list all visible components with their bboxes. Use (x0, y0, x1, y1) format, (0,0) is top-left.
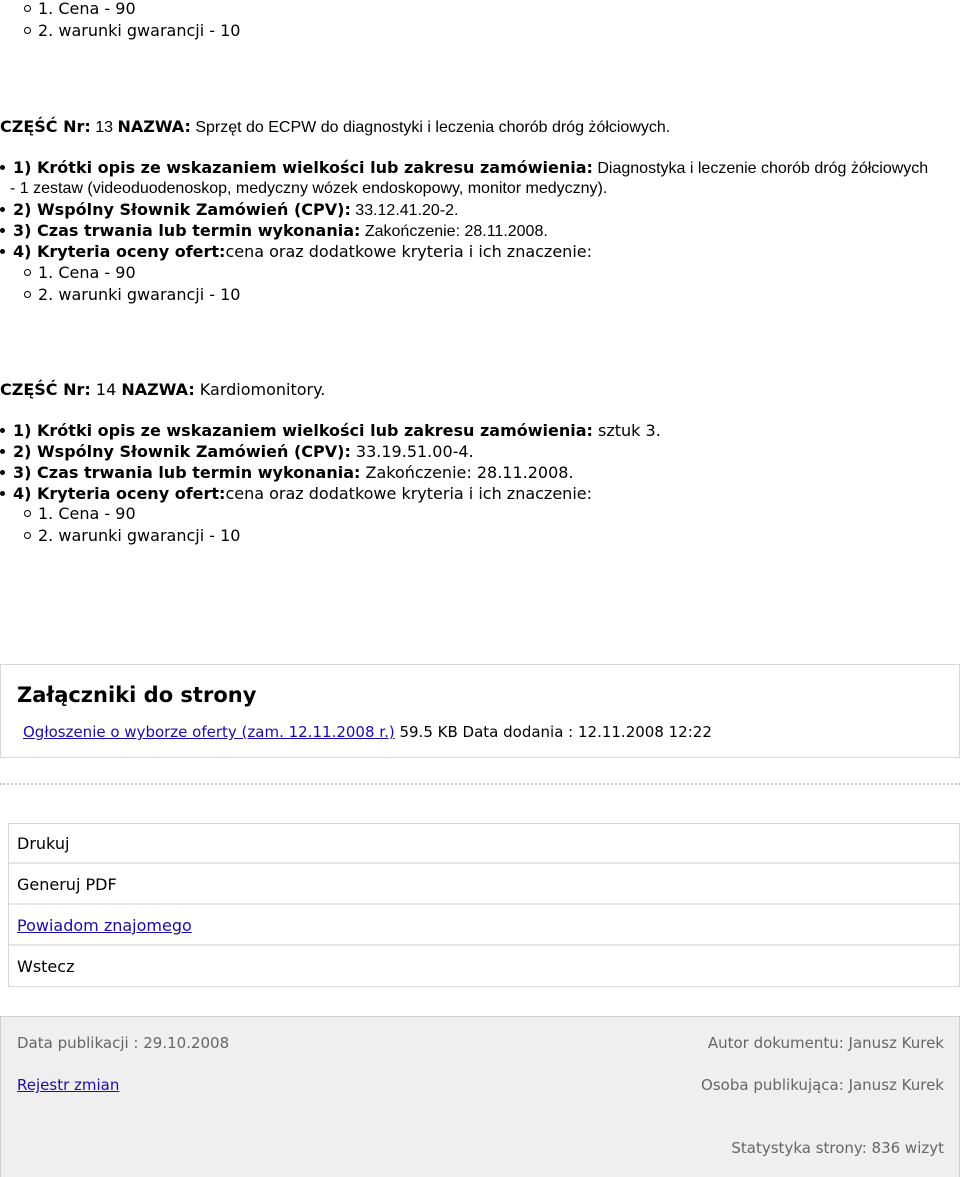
generate-pdf-button[interactable]: Generuj PDF (9, 865, 959, 905)
list-item: 2) Wspólny Słownik Zamówień (CPV): 33.12.41.20-2. (0, 199, 458, 221)
document-author: Autor dokumentu: Janusz Kurek (707, 1034, 944, 1052)
action-menu (8, 823, 960, 987)
bullet-icon (0, 228, 5, 233)
bullet-icon (0, 249, 5, 254)
list-item: 2. warunki gwarancji - 10 (24, 20, 240, 42)
list-item: 3) Czas trwania lub termin wykonania: Zakończenie: 28.11.2008. (0, 462, 574, 483)
divider (0, 783, 960, 785)
bullet-icon (0, 491, 5, 496)
attachments-box (0, 664, 960, 758)
list-item: 1. Cena - 90 (24, 0, 136, 20)
publisher: Osoba publikująca: Janusz Kurek (701, 1076, 944, 1094)
attachment-row (23, 723, 712, 741)
list-item: 2. warunki gwarancji - 10 (24, 525, 240, 547)
circle-bullet-icon (24, 5, 31, 12)
bullet-icon (0, 449, 5, 454)
circle-bullet-icon (24, 510, 31, 517)
attachment-info: 59.5 KB Data dodania : 12.11.2008 12:22 (394, 723, 712, 741)
back-button[interactable]: Wstecz (17, 957, 75, 976)
list-item: 2) Wspólny Słownik Zamówień (CPV): 33.19.51.00-4. (0, 441, 474, 462)
list-item: 3) Czas trwania lub termin wykonania: Zakończenie: 28.11.2008. (0, 220, 548, 242)
list-item: 1) Krótki opis ze wskazaniem wielkości lub zakresu zamówienia: sztuk 3. (0, 420, 661, 441)
part-13-header: CZĘŚĆ Nr: 13 NAZWA: Sprzęt do ECPW do diagnostyki i leczenia chorób dróg żółciowych. (0, 117, 671, 136)
change-log-item (17, 1076, 119, 1094)
list-item: 2. warunki gwarancji - 10 (24, 284, 240, 306)
bullet-icon (0, 428, 5, 433)
bullet-icon (0, 207, 5, 212)
circle-bullet-icon (24, 269, 31, 276)
list-item: 4) Kryteria oceny ofert:cena oraz dodatkowe kryteria i ich znaczenie: (0, 483, 592, 504)
attachment-link[interactable]: Ogłoszenie o wyborze oferty (zam. 12.11.2008 r.) (23, 723, 395, 741)
print-button[interactable]: Drukuj (9, 824, 959, 864)
list-item-continuation: - 1 zestaw (videoduodenoskop, medyczny wózek endoskopowy, monitor medyczny). (10, 180, 608, 197)
part-14-header: CZĘŚĆ Nr: 14 NAZWA: Kardiomonitory. (0, 380, 326, 399)
page-stats: Statystyka strony: 836 wizyt (731, 1139, 944, 1157)
circle-bullet-icon (24, 291, 31, 298)
list-item: 1) Krótki opis ze wskazaniem wielkości lub zakresu zamówienia: Diagnostyka i leczenie chorób dróg żółciowych (0, 157, 928, 179)
bullet-icon (0, 470, 5, 475)
attachments-title: Załączniki do strony (17, 683, 257, 707)
bullet-icon (0, 165, 5, 170)
circle-bullet-icon (24, 27, 31, 34)
notify-friend-item (9, 906, 959, 946)
notify-friend-link[interactable]: Powiadom znajomego (17, 916, 192, 935)
publication-date: Data publikacji : 29.10.2008 (17, 1034, 230, 1052)
list-item: 1. Cena - 90 (24, 503, 136, 525)
page-footer (0, 1016, 960, 1177)
circle-bullet-icon (24, 532, 31, 539)
change-log-link[interactable]: Rejestr zmian (17, 1076, 120, 1094)
list-item: 1. Cena - 90 (24, 262, 136, 284)
list-item: 4) Kryteria oceny ofert:cena oraz dodatkowe kryteria i ich znaczenie: (0, 241, 592, 262)
